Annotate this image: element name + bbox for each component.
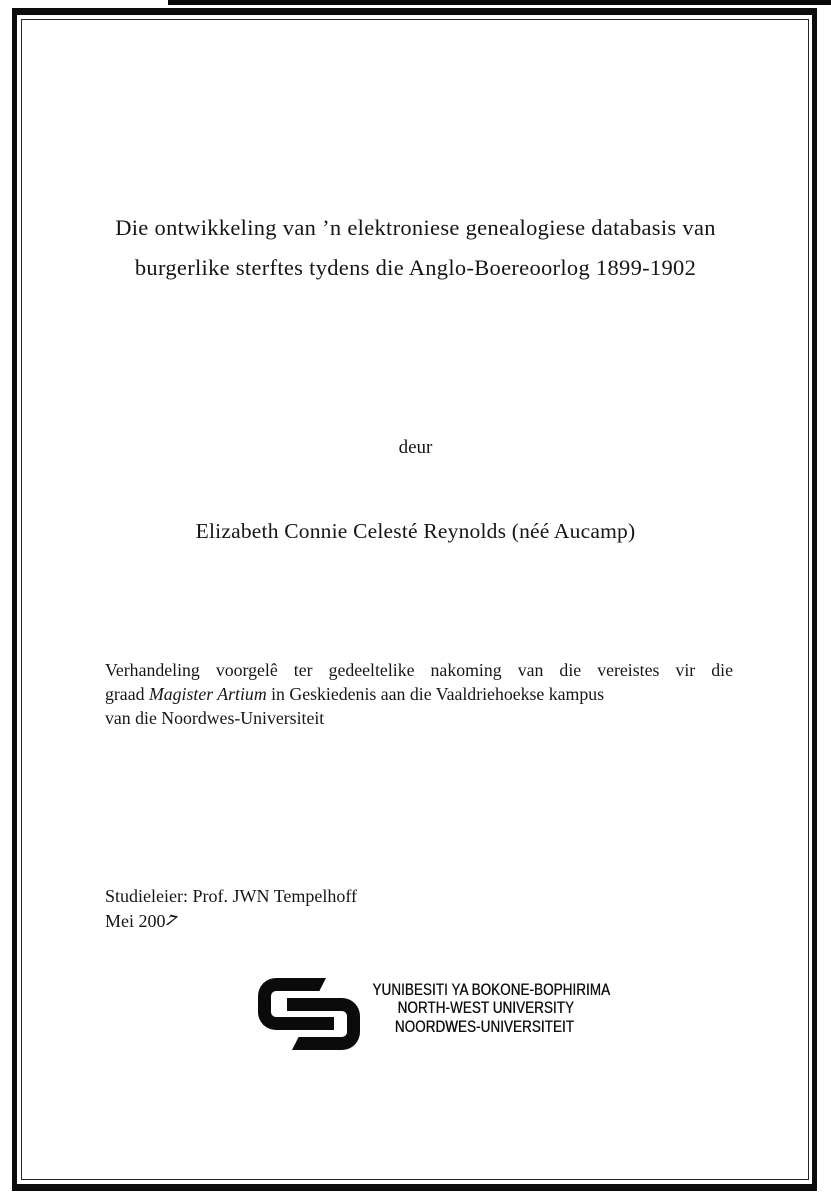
date-last-digit: 7 bbox=[161, 910, 180, 930]
university-name-afrikaans: NOORDWES-UNIVERSITEIT bbox=[394, 1016, 574, 1036]
nwu-chain-logo-icon bbox=[258, 978, 360, 1050]
university-wordmark bbox=[372, 980, 611, 1036]
thesis-title bbox=[0, 208, 831, 288]
date-line bbox=[105, 909, 357, 934]
supervisor-line: Studieleier: Prof. JWN Tempelhoff bbox=[105, 886, 358, 906]
degree-name-italic: Magister Artium bbox=[148, 684, 267, 704]
chain-link-left-tip bbox=[314, 978, 326, 991]
degree-statement bbox=[105, 658, 733, 730]
statement-line-3: van die Noordwes-Universiteit bbox=[105, 708, 325, 728]
university-name-setswana: YUNIBESITI YA BOKONE-BOPHIRIMA bbox=[372, 980, 611, 999]
statement-line-2-post: in Geskiedenis aan die Vaaldriehoekse kampus bbox=[266, 684, 605, 704]
statement-line-2 bbox=[105, 682, 733, 706]
statement-line-2-pre: graad bbox=[105, 684, 149, 704]
chain-link-left-bar-end bbox=[314, 1017, 334, 1030]
supervisor-block bbox=[105, 884, 357, 934]
statement-line-1: Verhandeling voorgelê ter gedeeltelike nakoming van die vereistes vir die bbox=[105, 660, 733, 680]
university-name-english: NORTH-WEST UNIVERSITY bbox=[397, 998, 574, 1018]
author-name: Elizabeth Connie Celesté Reynolds (néé Aucamp) bbox=[195, 519, 636, 543]
date-prefix: Mei 200 bbox=[105, 911, 166, 931]
title-line-2: burgerlike sterftes tydens die Anglo-Boereoorlog 1899-1902 bbox=[134, 255, 697, 280]
title-line-1: Die ontwikkeling van ’n elektroniese genealogiese databasis van bbox=[115, 215, 716, 240]
scan-artifact-top-edge bbox=[168, 0, 831, 5]
byline-deur: deur bbox=[398, 437, 433, 458]
chain-link-right-bar-end bbox=[287, 998, 304, 1011]
chain-link-right-tip bbox=[292, 1037, 304, 1050]
